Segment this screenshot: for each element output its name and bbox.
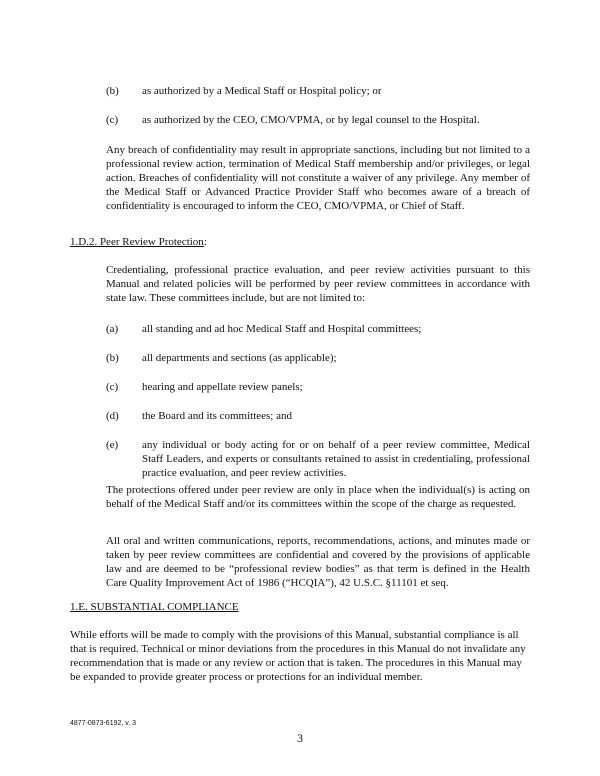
list-item-label: (b) [106,352,119,364]
list-item-text: as authorized by the CEO, CMO/VPMA, or by legal counsel to the Hospital. [142,114,480,126]
list-item-label: (b) [106,85,119,97]
page-number: 3 [297,731,303,745]
list-item-text: all departments and sections (as applicable); [142,352,337,364]
list-item-text: hearing and appellate review panels; [142,381,303,393]
list-item-label: (e) [106,439,119,451]
breach-paragraph: Any breach of confidentiality may result in appropriate sanctions, including but not limited to a professional review action, termination of Medical Staff membership and/or privileges, or legal action. Breaches of confidentiality will not constitute a waiver of any privilege. Any member of the Medical Staff or Advanced Practice Provider Staff who becomes aware of a breach of confidentiality is encouraged to inform the CEO, CMO/VPMA, or Chief of Staff. [106,144,530,212]
section-heading-1d2-colon: : [203,236,207,248]
list-item-label: (c) [106,114,119,126]
substantial-compliance-paragraph: While efforts will be made to comply with the provisions of this Manual, substantial compliance is all that is required. Technical or minor deviations from the procedures in this Manual do not invalidate any recommendation that is made or any review or action that is taken. The procedures in this Manual may be expanded to provide greater process or protections for an individual member. [70,629,526,683]
list-item-text: all standing and ad hoc Medical Staff and Hospital committees; [142,323,422,335]
section-heading-1d2-text: 1.D.2. Peer Review Protection [70,236,204,248]
list-item-label: (a) [106,323,119,335]
section-heading-1e: 1.E. SUBSTANTIAL COMPLIANCE [70,601,239,613]
section-heading-1d2 [70,235,207,249]
list-item-label: (d) [106,410,119,422]
list-item-label: (c) [106,381,119,393]
communications-paragraph: All oral and written communications, reports, recommendations, actions, and minutes made or taken by peer review committees are confidential and covered by the provisions of applicable law and are deemed to be “professional review bodies” as that term is defined in the Health Care Quality Improvement Act of 1986 (“HCQIA”), 42 U.S.C. §11101 et seq. [106,535,530,589]
list-item-text: the Board and its committees; and [142,410,292,422]
peer-review-intro: Credentialing, professional practice evaluation, and peer review activities pursuant to this Manual and related policies will be performed by peer review committees in accordance with state law. These committees include, but are not limited to: [106,264,530,304]
list-item-text: as authorized by a Medical Staff or Hospital policy; or [142,85,382,97]
protections-paragraph: The protections offered under peer review are only in place when the individual(s) is acting on behalf of the Medical Staff and/or its committees within the scope of the charge as requested. [106,484,530,510]
list-item-text: any individual or body acting for or on behalf of a peer review committee, Medical Staff Leaders, and experts or consultants retained to assist in credentialing, professional practice evaluation, and peer review activities. [142,439,530,479]
document-id: 4877-0873-6192, v. 3 [70,720,137,727]
